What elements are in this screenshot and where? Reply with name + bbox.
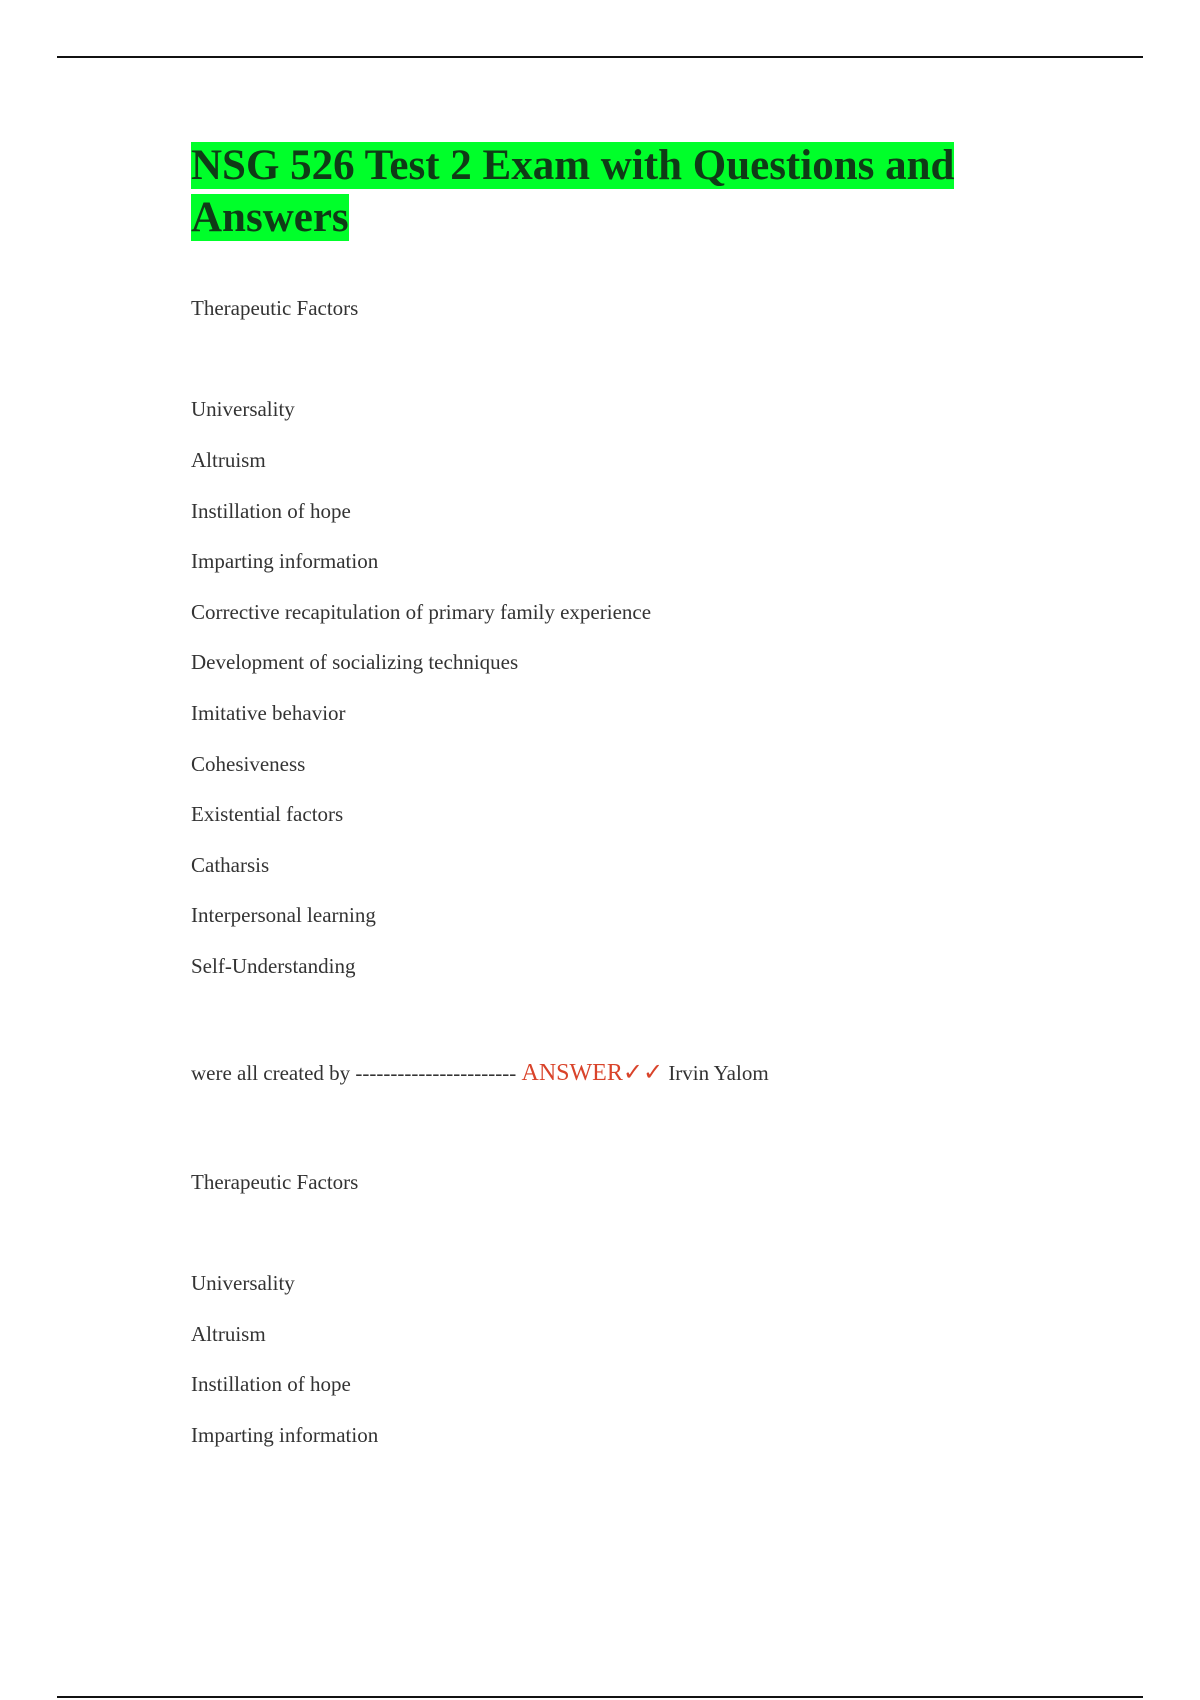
list-item: Existential factors (191, 802, 344, 826)
document-title-block (191, 140, 1011, 244)
list-item: Imparting information (191, 1423, 379, 1447)
list-item: Altruism (191, 448, 266, 472)
list-item: Imitative behavior (191, 701, 346, 725)
bottom-rule (57, 1696, 1143, 1698)
list-item: Self-Understanding (191, 954, 356, 978)
list-item: Universality (191, 397, 295, 421)
list-item: Catharsis (191, 853, 270, 877)
answer-label: ANSWER✓✓ (521, 1060, 664, 1086)
list-item: Corrective recapitulation of primary family experience (191, 600, 652, 624)
list-item: Altruism (191, 1322, 266, 1346)
section-heading: Therapeutic Factors (191, 296, 359, 320)
list-item: Instillation of hope (191, 1372, 351, 1396)
list-item: Development of socializing techniques (191, 650, 519, 674)
answer-text: Irvin Yalom (668, 1061, 769, 1085)
list-item: Interpersonal learning (191, 903, 376, 927)
document-title: NSG 526 Test 2 Exam with Questions and Answers (191, 142, 955, 241)
list-item: Cohesiveness (191, 752, 306, 776)
list-item: Universality (191, 1271, 295, 1295)
question-answer-line (191, 1060, 769, 1086)
section-heading: Therapeutic Factors (191, 1170, 359, 1194)
top-rule (57, 56, 1143, 58)
question-text: were all created by ----------------------- (191, 1061, 517, 1085)
list-item: Imparting information (191, 549, 379, 573)
list-item: Instillation of hope (191, 499, 351, 523)
